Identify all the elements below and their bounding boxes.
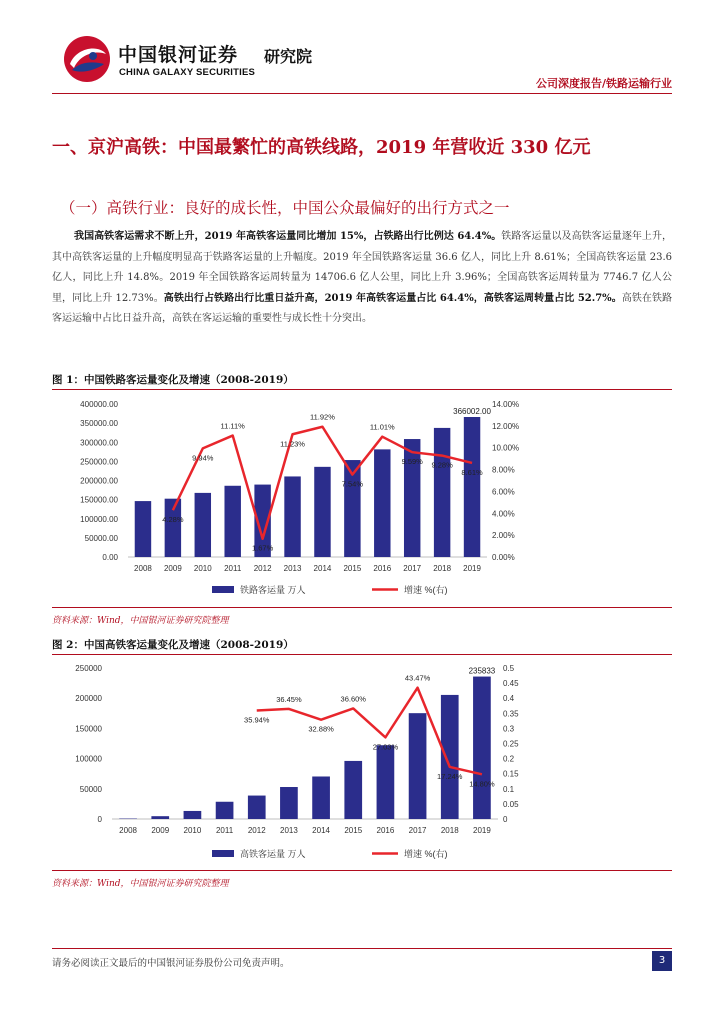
x-axis-tick-label: 2011 xyxy=(215,826,234,835)
line-data-label: 32.88% xyxy=(308,724,334,734)
line-data-label: 43.47% xyxy=(404,673,431,683)
bar xyxy=(344,761,362,819)
x-axis-tick-label: 2017 xyxy=(403,564,422,573)
para-highlight-sentence: 高铁出行占铁路出行比重日益升高，2019 年高铁客运量占比 64.4%，高铁客运周转量占比 52.7%。 xyxy=(163,292,622,304)
left-axis-tick-label: 350000.00 xyxy=(80,419,118,429)
x-axis-tick-label: 2013 xyxy=(280,826,298,835)
body-paragraph xyxy=(52,227,672,330)
bar xyxy=(314,467,330,557)
figure-1-top-rule xyxy=(52,389,672,390)
para-closing-text: 高铁在铁路客运运输中占比日益升高，高铁在客运运输的重要性与成长性十分突出。 xyxy=(52,292,672,324)
x-axis-tick-label: 2014 xyxy=(313,564,332,573)
left-axis-tick-label: 150000 xyxy=(75,724,102,734)
bar xyxy=(434,428,450,557)
railway-passenger-chart xyxy=(52,392,672,604)
right-axis-tick-label: 0.35 xyxy=(503,709,519,719)
right-axis-tick-label: 0.25 xyxy=(503,739,519,749)
line-data-label: 1.67% xyxy=(251,543,274,553)
left-axis-tick-label: 400000.00 xyxy=(80,400,118,409)
left-axis-tick-label: 200000.00 xyxy=(80,476,118,486)
bar xyxy=(374,449,390,557)
right-axis-tick-label: 0.3 xyxy=(503,724,515,734)
page-number: 3 xyxy=(652,951,672,971)
right-axis-tick-label: 4.00% xyxy=(492,509,515,519)
company-logo xyxy=(62,34,332,86)
bar xyxy=(464,417,480,557)
right-axis-tick-label: 0 xyxy=(503,815,508,824)
galaxy-logo-icon xyxy=(62,34,112,84)
x-axis-tick-label: 2008 xyxy=(119,826,137,835)
subsection-heading: （一）高铁行业：良好的成长性，中国公众最偏好的出行方式之一 xyxy=(60,199,510,217)
x-axis-tick-label: 2019 xyxy=(463,564,481,573)
line-data-label: 11.01% xyxy=(369,422,395,432)
bar xyxy=(377,745,395,819)
right-axis-tick-label: 0.4 xyxy=(503,694,515,704)
line-data-label: 36.45% xyxy=(276,694,302,704)
x-axis-tick-label: 2009 xyxy=(163,564,182,573)
figure-2-source: 资料来源：Wind，中国银河证券研究院整理 xyxy=(52,879,229,889)
legend-line-label: 增速 %(右) xyxy=(404,585,448,595)
right-axis-tick-label: 2.00% xyxy=(492,531,515,541)
line-data-label: 36.60% xyxy=(340,694,366,704)
left-axis-tick-label: 200000 xyxy=(75,694,102,704)
line-data-label: 14.80% xyxy=(469,779,495,789)
right-axis-tick-label: 0.2 xyxy=(503,754,515,764)
line-data-label: 7.54% xyxy=(341,479,364,489)
bar xyxy=(216,802,234,819)
x-axis-tick-label: 2017 xyxy=(408,826,427,835)
bar-data-label: 366002.00 xyxy=(453,407,491,417)
header-divider xyxy=(52,93,672,94)
right-axis-tick-label: 12.00% xyxy=(492,421,520,431)
left-axis-tick-label: 300000.00 xyxy=(80,438,118,448)
right-axis-tick-label: 8.00% xyxy=(492,465,515,475)
line-data-label: 11.11% xyxy=(220,421,245,431)
legend-bar-label: 铁路客运量 万人 xyxy=(240,585,306,595)
right-axis-tick-label: 0.1 xyxy=(503,784,515,794)
high-speed-rail-chart xyxy=(52,657,672,867)
bar xyxy=(441,695,459,819)
line-data-label: 9.59% xyxy=(401,457,423,467)
x-axis-tick-label: 2012 xyxy=(247,826,266,835)
figure-2-bottom-rule xyxy=(52,870,672,871)
bar xyxy=(284,476,300,557)
logo-institute: 研究院 xyxy=(264,47,313,66)
left-axis-tick-label: 50000.00 xyxy=(84,533,118,543)
line-data-label: 4.28% xyxy=(162,515,184,525)
bar xyxy=(312,776,330,819)
para-lead-sentence: 我国高铁客运需求不断上升，2019 年高铁客运量同比增加 15%，占铁路出行比例达 64.4%。 xyxy=(74,231,502,242)
line-data-label: 8.61% xyxy=(461,467,483,477)
figure-1-bottom-rule xyxy=(52,607,672,608)
left-axis-tick-label: 0 xyxy=(97,815,102,824)
x-axis-tick-label: 2016 xyxy=(376,826,395,835)
bar xyxy=(151,816,169,819)
left-axis-tick-label: 0.00 xyxy=(102,553,118,562)
footer-disclaimer: 请务必阅读正文最后的中国银河证券股份公司免责声明。 xyxy=(52,958,290,969)
x-axis-tick-label: 2019 xyxy=(473,826,491,835)
x-axis-tick-label: 2010 xyxy=(193,564,212,573)
right-axis-tick-label: 14.00% xyxy=(492,400,520,409)
x-axis-tick-label: 2018 xyxy=(433,564,452,573)
right-axis-tick-label: 0.5 xyxy=(503,664,515,673)
legend-line-label: 增速 %(右) xyxy=(404,849,448,859)
x-axis-tick-label: 2008 xyxy=(134,564,152,573)
line-data-label: 17.24% xyxy=(437,771,463,781)
right-axis-tick-label: 0.00% xyxy=(492,553,515,562)
para-body-text: 铁路客运量以及高铁客运量逐年上升，其中高铁客运量的上升幅度明显高于铁路客运量的上升幅度。2019 年全国铁路客运量 36.6 亿人，同比上升 8.61%；全国高铁客运量 23.6 亿人，同比上升 14.8%。2019 年全国铁路客运周转量为 14706.6 亿人公里，同比上升 3.96%；全国高铁客运周转量为 7746.7 亿人公里，同比上升 12.73%。 xyxy=(52,231,672,304)
x-axis-tick-label: 2010 xyxy=(183,826,202,835)
line-data-label: 9.28% xyxy=(431,460,453,470)
right-axis-tick-label: 10.00% xyxy=(492,443,520,453)
bar xyxy=(184,811,202,819)
section-heading: 一、京沪高铁：中国最繁忙的高铁线路，2019 年营收近 330 亿元 xyxy=(52,137,591,158)
line-data-label: 11.92% xyxy=(310,412,335,422)
line-data-label: 9.94% xyxy=(192,453,214,463)
figure-1-source: 资料来源：Wind，中国银河证券研究院整理 xyxy=(52,616,229,626)
right-axis-tick-label: 6.00% xyxy=(492,487,515,497)
x-axis-tick-label: 2009 xyxy=(151,826,170,835)
bar-data-label: 235833 xyxy=(468,666,496,676)
report-type: 公司深度报告/铁路运输行业 xyxy=(535,77,672,90)
x-axis-tick-label: 2015 xyxy=(344,826,363,835)
line-data-label: 11.23% xyxy=(280,439,305,449)
x-axis-tick-label: 2013 xyxy=(283,564,302,573)
left-axis-tick-label: 50000 xyxy=(79,784,102,794)
right-axis-tick-label: 0.45 xyxy=(503,679,519,689)
x-axis-tick-label: 2011 xyxy=(224,564,242,573)
right-axis-tick-label: 0.15 xyxy=(503,769,519,779)
legend-bar-label: 高铁客运量 万人 xyxy=(240,849,306,859)
figure-2-title: 图 2：中国高铁客运量变化及增速（2008-2019） xyxy=(52,639,294,651)
bar xyxy=(248,796,266,819)
bar xyxy=(135,501,151,557)
logo-english-name: CHINA GALAXY SECURITIES xyxy=(119,67,256,78)
line-data-label: 27.03% xyxy=(372,742,399,752)
figure-1-title: 图 1：中国铁路客运量变化及增速（2008-2019） xyxy=(52,374,294,386)
line-data-label: 35.94% xyxy=(244,715,270,725)
bar xyxy=(224,486,240,557)
footer-divider xyxy=(52,948,672,949)
bar xyxy=(195,493,211,557)
bar xyxy=(280,787,298,819)
left-axis-tick-label: 250000 xyxy=(75,664,102,673)
x-axis-tick-label: 2015 xyxy=(343,564,362,573)
left-axis-tick-label: 100000.00 xyxy=(80,514,118,524)
x-axis-tick-label: 2016 xyxy=(373,564,392,573)
left-axis-tick-label: 100000 xyxy=(75,754,102,764)
bar xyxy=(473,677,491,819)
x-axis-tick-label: 2012 xyxy=(253,564,272,573)
left-axis-tick-label: 250000.00 xyxy=(80,457,118,467)
legend-bar-swatch xyxy=(212,586,234,593)
x-axis-tick-label: 2018 xyxy=(440,826,459,835)
logo-chinese-name: 中国银河证券 xyxy=(118,44,239,66)
left-axis-tick-label: 150000.00 xyxy=(80,495,118,505)
bar xyxy=(409,713,427,819)
legend-bar-swatch xyxy=(212,850,234,857)
x-axis-tick-label: 2014 xyxy=(312,826,330,835)
right-axis-tick-label: 0.05 xyxy=(503,799,519,809)
figure-2-top-rule xyxy=(52,654,672,655)
